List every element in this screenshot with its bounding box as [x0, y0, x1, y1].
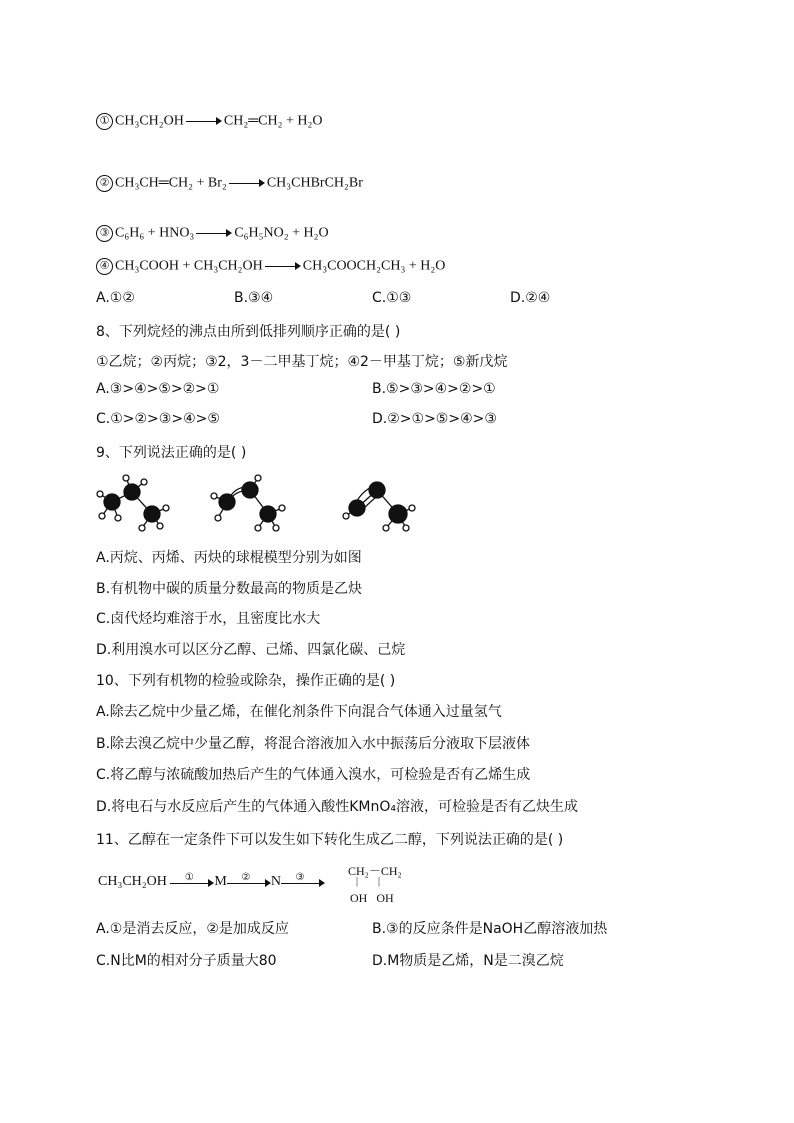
ethylene-glycol-bottom: OH OH — [350, 891, 394, 905]
q10-option-d: D.将电石与水反应后产生的气体通入酸性KMnO₄溶液，可检验是否有乙炔生成 — [96, 799, 578, 815]
eq-rhs: CH₃CHBrCH₂Br — [266, 175, 363, 191]
q9-option-c: C.卤代烃均难溶于水，且密度比水大 — [96, 611, 321, 627]
reaction-arrow-icon — [196, 229, 232, 239]
eq-lhs: CH₃COOH + CH₃CH₂OH — [115, 258, 263, 274]
q7-option-d: D.②④ — [510, 290, 551, 306]
q8-option-d: D.②>①>⑤>④>③ — [372, 411, 497, 427]
propyne-model-icon — [343, 482, 415, 531]
eq-lhs: CH₃CH₂OH — [115, 113, 184, 129]
step-1-label: ① — [184, 871, 194, 883]
ball-stick-models — [92, 472, 422, 534]
equation-2 — [96, 175, 363, 192]
step-3-arrow-icon — [281, 871, 325, 889]
reaction-arrow-icon — [229, 179, 265, 189]
q9-option-d: D.利用溴水可以区分乙醇、己烯、四氯化碳、己烷 — [96, 642, 406, 658]
reaction-arrow-icon — [265, 262, 301, 272]
step-3-label: ③ — [295, 871, 305, 883]
q8-stem: 8、下列烷烃的沸点由所到低排列顺序正确的是( ) — [96, 324, 401, 340]
q11-option-b: B.③的反应条件是NaOH乙醇溶液加热 — [372, 921, 608, 937]
q8-list: ①乙烷；②丙烷；③2，3－二甲基丁烷；④2－甲基丁烷；⑤新戊烷 — [96, 354, 508, 370]
circled-number: ④ — [96, 258, 113, 275]
compound-n: N — [270, 874, 281, 889]
circled-number: ③ — [96, 225, 113, 242]
q10-option-b: B.除去溴乙烷中少量乙醇，将混合溶液加入水中振荡后分液取下层液体 — [96, 736, 531, 752]
circled-number: ① — [96, 113, 113, 130]
q8-option-c: C.①>②>③>④>⑤ — [96, 411, 220, 427]
q9-option-b: B.有机物中碳的质量分数最高的物质是乙炔 — [96, 581, 363, 597]
q11-stem: 11、乙醇在一定条件下可以发生如下转化生成乙二醇，下列说法正确的是( ) — [96, 832, 564, 848]
conversion-chain — [98, 871, 325, 890]
q10-option-c: C.将乙醇与浓硫酸加热后产生的气体通入溴水，可检验是否有乙烯生成 — [96, 767, 531, 783]
equation-3 — [96, 225, 329, 242]
ethylene-glycol-top: CH₂－CH₂ — [348, 864, 402, 878]
equation-1 — [96, 113, 322, 130]
bond-lines: | | — [356, 876, 381, 887]
chain-start: CH₃CH₂OH — [98, 874, 167, 889]
q8-option-b: B.⑤>③>④>②>① — [372, 381, 496, 397]
q11-option-c: C.N比M的相对分子质量大80 — [96, 953, 277, 969]
q9-option-a: A.丙烷、丙烯、丙炔的球棍模型分别为如图 — [96, 550, 362, 566]
eq-rhs: CH₂═CH₂ + H₂O — [223, 113, 323, 129]
eq-lhs: C₆H₆ + HNO₃ — [115, 225, 195, 241]
eq-lhs: CH₃CH═CH₂ + Br₂ — [115, 175, 227, 191]
q7-option-b: B.③④ — [234, 290, 274, 306]
eq-rhs: CH₃COOCH₂CH₃ + H₂O — [302, 258, 446, 274]
q7-option-c: C.①③ — [372, 290, 412, 306]
equation-4 — [96, 258, 445, 275]
q7-option-a: A.①② — [96, 290, 135, 306]
q10-stem: 10、下列有机物的检验或除杂，操作正确的是( ) — [96, 673, 396, 689]
q11-option-d: D.M物质是乙烯，N是二溴乙烷 — [372, 953, 564, 969]
step-2-arrow-icon — [227, 871, 271, 889]
propene-model-icon — [211, 475, 285, 531]
compound-m: M — [214, 874, 227, 889]
step-2-label: ② — [241, 871, 251, 883]
circled-number: ② — [96, 175, 113, 192]
q8-option-a: A.③>④>⑤>②>① — [96, 381, 220, 397]
eq-rhs: C₆H₅NO₂ + H₂O — [234, 225, 329, 241]
q9-stem: 9、下列说法正确的是( ) — [96, 445, 247, 461]
propane-model-icon — [97, 475, 169, 531]
q10-option-a: A.除去乙烷中少量乙烯，在催化剂条件下向混合气体通入过量氢气 — [96, 704, 502, 720]
reaction-arrow-icon — [186, 117, 222, 127]
step-1-arrow-icon — [170, 871, 214, 889]
q11-option-a: A.①是消去反应，②是加成反应 — [96, 921, 289, 937]
